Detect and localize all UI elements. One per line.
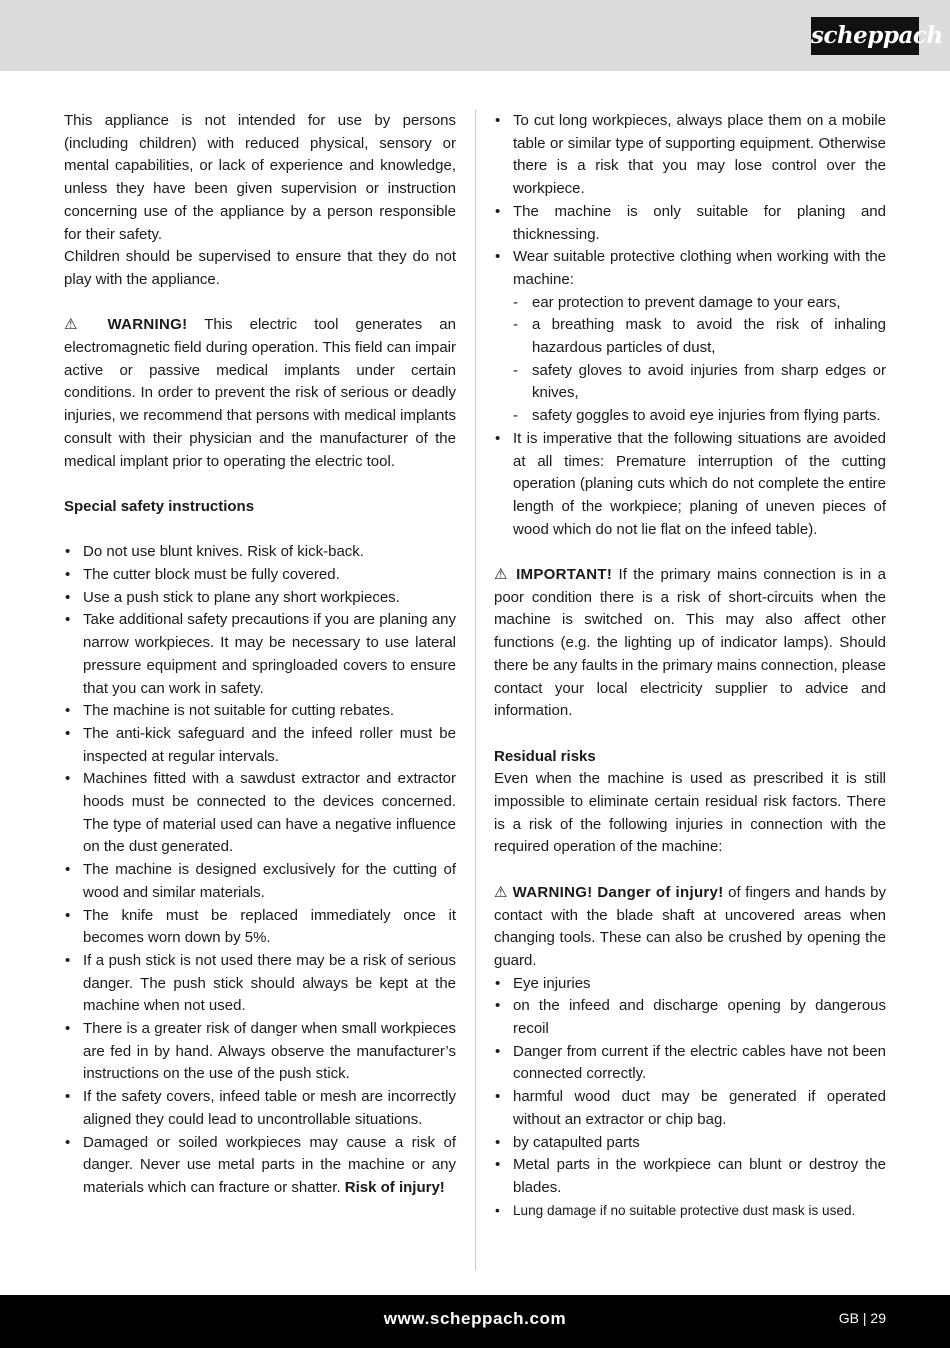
footer-bar [0, 1295, 950, 1348]
list-item: • Lung damage if no suitable protective dust mask is used. [494, 1200, 886, 1223]
list-item: • The machine is only suitable for planing and thicknessing. [494, 201, 886, 246]
emf-warning-paragraph [64, 314, 456, 473]
left-column [64, 110, 456, 1200]
right-column [494, 110, 886, 1222]
list-item: • The knife must be replaced immediately once it becomes worn down by 5%. [64, 905, 456, 950]
list-item: • Use a push stick to plane any short workpieces. [64, 587, 456, 610]
important-icon: ⚠ [494, 566, 510, 584]
children-paragraph: Children should be supervised to ensure that they do not play with the appliance. [64, 248, 456, 288]
residual-risks-paragraph: Even when the machine is used as prescribed it is still impossible to eliminate certain residual risk factors. There is a risk of the following injuries in connection with the required operation of the machine: [494, 770, 886, 856]
header-bar [0, 0, 950, 71]
special-safety-heading: Special safety instructions [64, 497, 255, 515]
special-safety-list [64, 541, 456, 1199]
sub-list-item: - safety goggles to avoid eye injuries from flying parts. [513, 405, 886, 428]
scheppach-logo: scheppach [811, 17, 919, 55]
list-item: • If a push stick is not used there may be a risk of serious danger. The push stick should always be kept at the machine when not used. [64, 950, 456, 1018]
intro-paragraph: This appliance is not intended for use by persons (including children) with reduced physical, sensory or mental capabilities, or lack of experience and knowledge, unless they have been given supervision or instruction concerning use of the appliance by a person responsible for their safety. [64, 112, 456, 243]
clothing-sublist [513, 292, 886, 428]
risk-of-injury-text: Risk of injury! [344, 1179, 445, 1196]
sub-list-item: - a breathing mask to avoid the risk of inhaling hazardous particles of dust, [513, 314, 886, 359]
warning-label: WARNING! [107, 316, 188, 334]
column-divider [475, 110, 476, 1270]
list-item: • by catapulted parts [494, 1132, 886, 1155]
workpiece-list [494, 110, 886, 541]
last-bullet-text: Damaged or soiled workpieces may cause a risk of danger. Never use metal parts in the machine or any materials which can fracture or shatter. [83, 1133, 456, 1196]
list-item [494, 246, 886, 428]
website-url: www.scheppach.com [383, 1309, 567, 1328]
list-item: • Do not use blunt knives. Risk of kick-back. [64, 541, 456, 564]
important-label: IMPORTANT! [516, 566, 613, 584]
residual-risk-list [494, 973, 886, 1223]
list-item: • The anti-kick safeguard and the infeed roller must be inspected at regular intervals. [64, 723, 456, 768]
list-item: • Eye injuries [494, 973, 886, 996]
list-item: • The machine is not suitable for cutting rebates. [64, 700, 456, 723]
important-paragraph [494, 564, 886, 723]
list-item: • harmful wood duct may be generated if operated without an extractor or chip bag. [494, 1086, 886, 1131]
important-text: If the primary mains connection is in a poor condition there is a risk of short-circuits when the machine is switched on. This may also affect other functions (e.g. the lighting up of indicator lamps). Should there be any faults in the primary mains connection, please contact your local electricity supplier to advice and information. [494, 566, 886, 720]
clothing-bullet-text: Wear suitable protective clothing when working with the machine: [513, 248, 886, 288]
list-item: • The cutter block must be fully covered. [64, 564, 456, 587]
danger-icon: ⚠ [494, 883, 508, 901]
list-item: • Machines fitted with a sawdust extractor and extractor hoods must be connected to the devices concerned. The type of material used can have a negative influence on the dust generated. [64, 768, 456, 859]
list-item: • Take additional safety precautions if you are planing any narrow workpieces. It may be necessary to use lateral pressure equipment and springloaded covers to ensure that you can work in safety. [64, 609, 456, 700]
list-item: • Danger from current if the electric cables have not been connected correctly. [494, 1041, 886, 1086]
list-item: • Metal parts in the workpiece can blunt or destroy the blades. [494, 1154, 886, 1199]
residual-risks-heading: Residual risks [494, 747, 596, 765]
danger-text: of fingers and hands by contact with the blade shaft at uncovered areas when changing tools. These can also be crushed by opening the guard. [494, 883, 887, 969]
warning-icon: ⚠ [64, 316, 91, 334]
list-item [64, 1132, 456, 1200]
warning-text: This electric tool generates an electromagnetic field during operation. This field can impair active or passive medical implants under certain conditions. In order to prevent the risk of serious or deadly injuries, we recommend that persons with medical implants consult with their physician and the manufacturer of the medical implant prior to operating the electric tool. [64, 316, 456, 470]
list-item: • There is a greater risk of danger when small workpieces are fed in by hand. Always observe the manufacturer’s instructions on the use of the push stick. [64, 1018, 456, 1086]
sub-list-item: - ear protection to prevent damage to your ears, [513, 292, 886, 315]
danger-warning-paragraph [494, 882, 886, 973]
list-item: • If the safety covers, infeed table or mesh are incorrectly aligned they could lead to uncontrollable situations. [64, 1086, 456, 1131]
sub-list-item: - safety gloves to avoid injuries from sharp edges or knives, [513, 360, 886, 405]
list-item: • on the infeed and discharge opening by dangerous recoil [494, 995, 886, 1040]
danger-label: WARNING! Danger of injury! [512, 883, 724, 901]
list-item: • To cut long workpieces, always place them on a mobile table or similar type of supporting equipment. Otherwise there is a risk that you may lose control over the workpiece. [494, 110, 886, 201]
list-item: • It is imperative that the following situations are avoided at all times: Premature interruption of the cutting operation (planing cuts which do not complete the entire length of the workpiece; planing of uneven pieces of wood which do not lie flat on the infeed table). [494, 428, 886, 542]
list-item: • The machine is designed exclusively for the cutting of wood and similar materials. [64, 859, 456, 904]
page-number: GB | 29 [838, 1310, 886, 1326]
